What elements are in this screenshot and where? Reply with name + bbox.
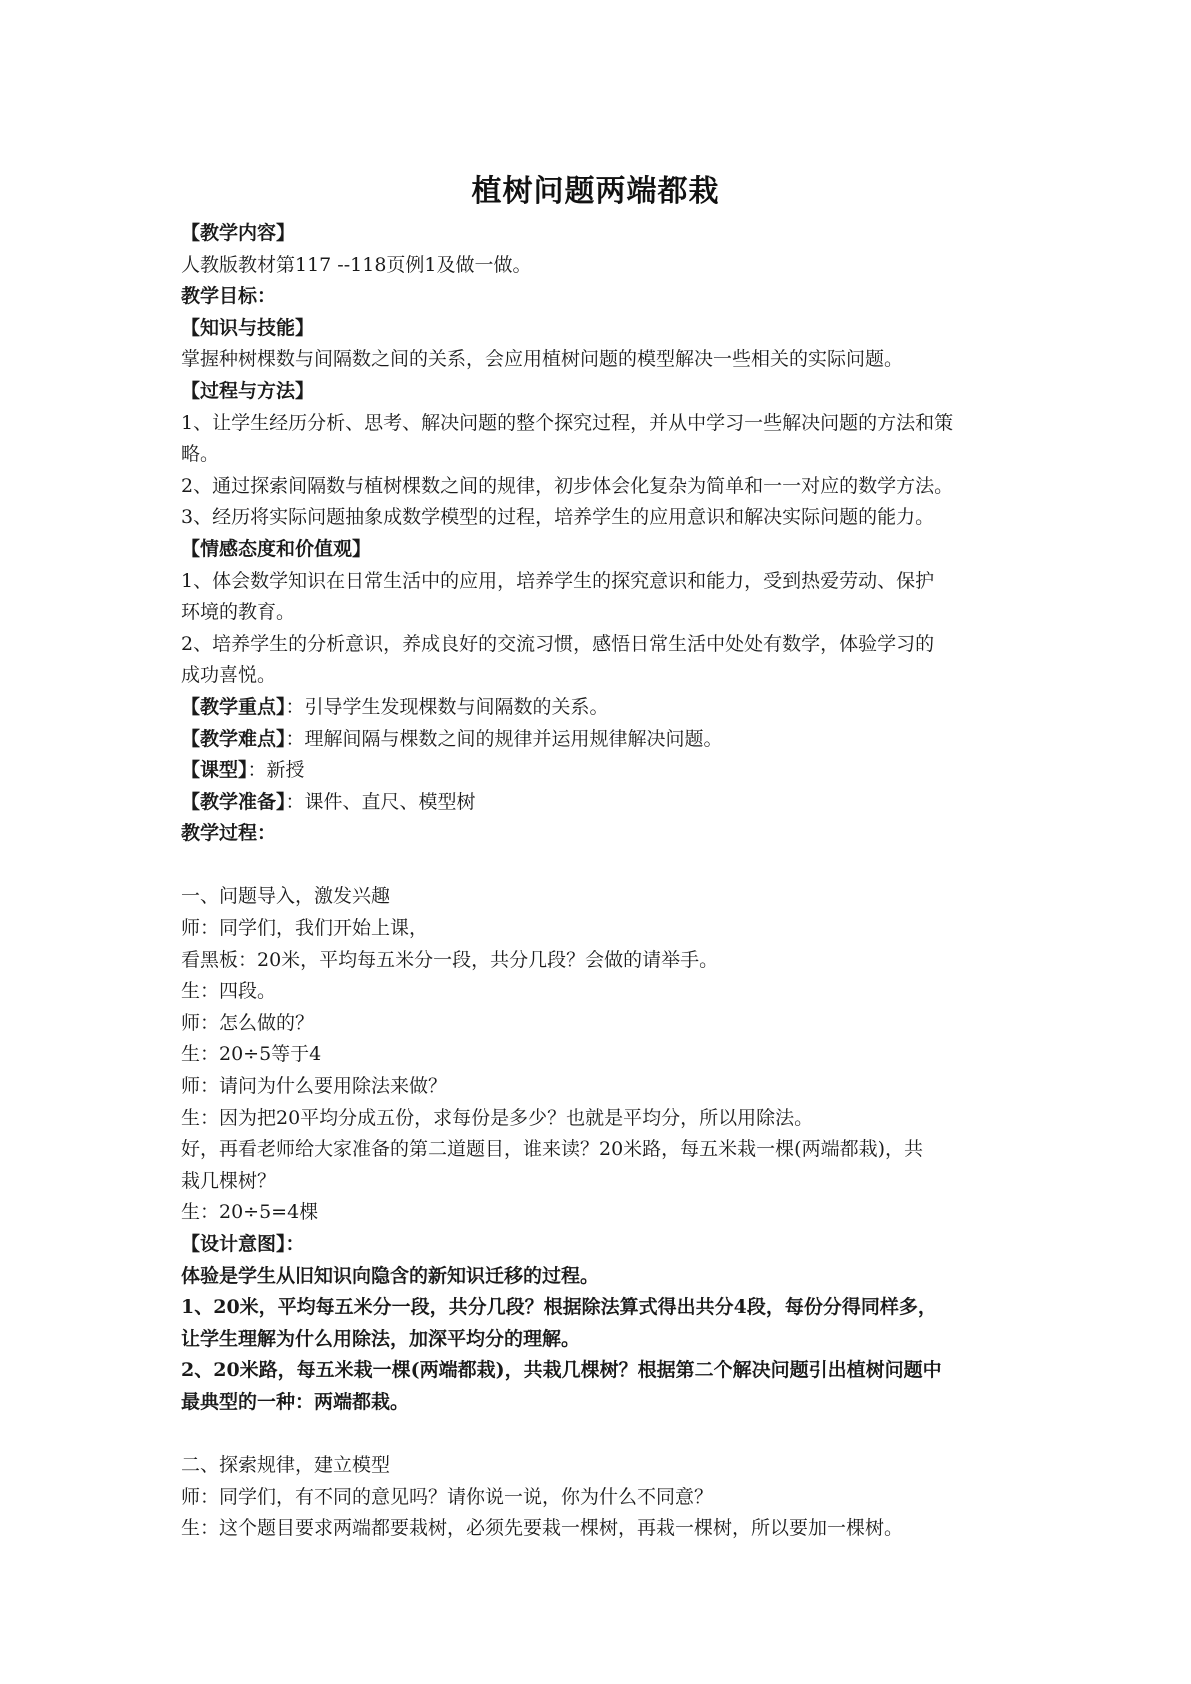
section1-line: 生：20÷5=4棵 [181,1201,319,1224]
design-intent-line: 2、20米路，每五米栽一棵(两端都栽)，共栽几棵树？根据第二个解决问题引出植树问题中 [181,1359,942,1382]
design-intent-heading: 【设计意图】： [181,1233,305,1255]
section1-line: 师：请问为什么要用除法来做？ [181,1075,448,1098]
section1-line: 好，再看老师给大家准备的第二道题目，谁来读？20米路，每五米栽一棵(两端都栽)，共 [181,1138,924,1161]
emotion-line: 环境的教育。 [181,601,296,624]
section1-heading: 一、问题导入，激发兴趣 [181,885,391,908]
section1-line: 生：四段。 [181,980,277,1003]
design-intent-line: 体验是学生从旧知识向隐含的新知识迁移的过程。 [181,1264,600,1287]
document-title: 植树问题两端都栽 [471,174,720,209]
process-method-line: 3、经历将实际问题抽象成数学模型的过程，培养学生的应用意识和解决实际问题的能力。 [181,506,935,529]
lesson-type-row [181,755,1031,787]
process-method-line: 2、通过探索间隔数与植树棵数之间的规律，初步体会化复杂为简单和一一对应的数学方法。 [181,474,954,497]
emotion-heading: 【情感态度和价值观】 [181,537,372,560]
lesson-type-text: ：新授 [247,759,305,782]
section2-heading: 二、探索规律，建立模型 [181,1454,391,1477]
emotion-line: 1、体会数学知识在日常生活中的应用，培养学生的探究意识和能力，受到热爱劳动、保护 [181,569,935,592]
blank-line [181,850,1031,882]
difficulty-text: ：理解间隔与棵数之间的规律并运用规律解决问题。 [285,727,723,750]
emotion-line: 2、培养学生的分析意识，养成良好的交流习惯，感悟日常生活中处处有数学，体验学习的 [181,632,935,655]
preparation-row [181,787,1031,819]
document-body [181,218,1031,1545]
teaching-content-text: 人教版教材第117 --118页例1及做一做。 [181,253,532,276]
difficulty-heading: 【教学难点】 [181,727,286,750]
key-point-text: ：引导学生发现棵数与间隔数的关系。 [285,695,609,718]
preparation-text: ：课件、直尺、模型树 [285,790,476,813]
section1-line: 生：因为把20平均分成五份，求每份是多少？也就是平均分，所以用除法。 [181,1106,814,1129]
section1-line: 看黑板：20米，平均每五米分一段，共分几段？会做的请举手。 [181,948,719,971]
lesson-type-heading: 【课型】 [181,759,248,782]
preparation-heading: 【教学准备】 [181,790,286,813]
knowledge-heading: 【知识与技能】 [181,316,315,339]
key-point-row [181,692,1031,724]
section1-line: 生：20÷5等于4 [181,1043,322,1066]
process-label: 教学过程： [181,822,277,845]
section2-line: 师：同学们，有不同的意见吗？请你说一说，你为什么不同意？ [181,1485,714,1508]
objectives-label: 教学目标： [181,285,277,308]
key-point-heading: 【教学重点】 [181,695,286,718]
section1-line: 师：同学们，我们开始上课， [181,917,429,940]
design-intent-line: 让学生理解为什么用除法，加深平均分的理解。 [181,1327,581,1350]
design-intent-line: 最典型的一种：两端都栽。 [181,1390,410,1413]
blank-line [181,1419,1031,1451]
section1-line: 栽几棵树？ [181,1169,277,1192]
design-intent-line: 1、20米，平均每五米分一段，共分几段？根据除法算式得出共分4段，每份分得同样多， [181,1296,937,1319]
difficulty-row [181,724,1031,756]
section1-line: 师：怎么做的？ [181,1011,315,1034]
teaching-content-heading: 【教学内容】 [181,222,296,244]
knowledge-text: 掌握种树棵数与间隔数之间的关系，会应用植树问题的模型解决一些相关的实际问题。 [181,348,904,371]
process-method-line: 略。 [181,443,220,466]
process-method-line: 1、让学生经历分析、思考、解决问题的整个探究过程，并从中学习一些解决问题的方法和策 [181,411,954,434]
section2-line: 生：这个题目要求两端都要栽树，必须先要栽一棵树，再栽一棵树，所以要加一棵树。 [181,1517,904,1540]
process-method-heading: 【过程与方法】 [181,379,315,402]
emotion-line: 成功喜悦。 [181,664,277,687]
